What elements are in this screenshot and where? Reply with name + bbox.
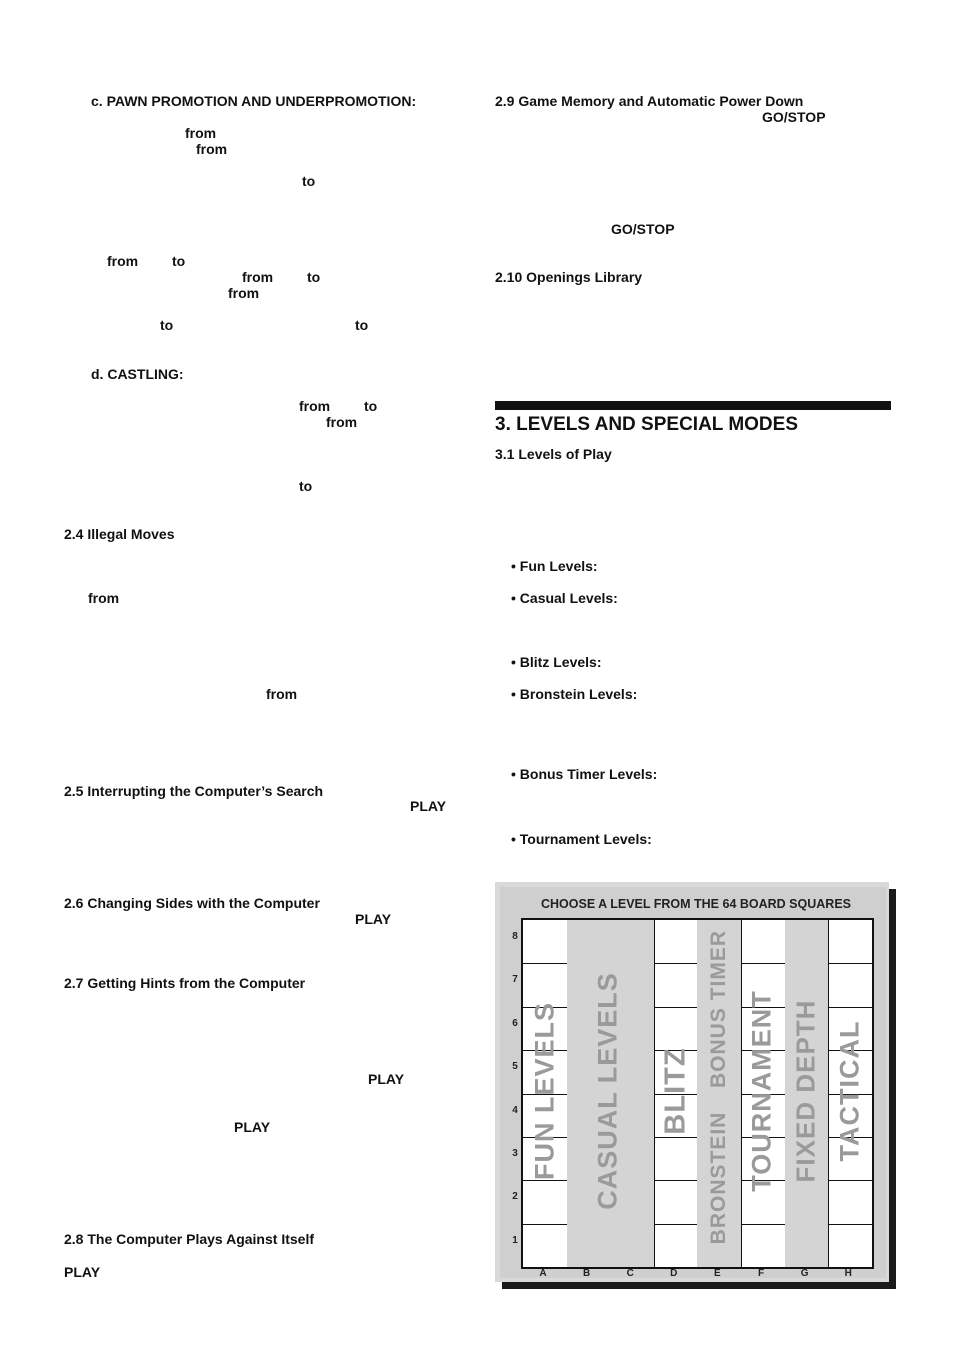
illegal-moves-from: from [266,686,298,702]
file-label: C [626,1268,634,1279]
file-label: F [757,1268,765,1279]
bullet-bronstein-levels: • Bronstein Levels: [511,686,638,702]
file-label: G [800,1268,809,1279]
rank-label: 1 [512,1234,518,1246]
pawn-promotion-from: from [242,269,274,285]
plays-itself-heading: 2.8 The Computer Plays Against Itself [64,1231,314,1247]
bullet-casual-levels: • Casual Levels: [511,590,618,606]
casual-levels-label: CASUAL LEVELS [592,972,623,1210]
castling-from: from [326,414,358,430]
board-square-g2 [785,1180,830,1224]
blitz-label: BLITZ [659,1047,692,1135]
interrupt-search-heading: 2.5 Interrupting the Computer’s Search [64,783,324,799]
level-chart-title: CHOOSE A LEVEL FROM THE 64 BOARD SQUARES [541,897,851,911]
board-square-d3 [654,1137,699,1181]
file-label: E [714,1268,721,1279]
levels-of-play-heading: 3.1 Levels of Play [495,446,612,462]
play-key-label: PLAY [368,1071,405,1087]
illegal-moves-from: from [88,590,120,606]
play-key-label: PLAY [64,1264,101,1280]
tactical-label: TACTICAL [834,1020,865,1162]
castling-heading: d. CASTLING: [91,366,184,382]
pawn-promotion-from: from [196,141,228,157]
rank-label: 6 [512,1017,518,1029]
game-memory-heading: 2.9 Game Memory and Automatic Power Down [495,93,804,109]
rank-label: 3 [512,1148,518,1159]
board-square-c8 [610,920,655,964]
bonus-timer-label: BONUS TIMER [707,930,730,1088]
gostop-key-label: GO/STOP [611,221,675,237]
board-square-f1 [741,1224,786,1268]
rank-label: 8 [512,931,518,942]
file-label: B [582,1268,591,1279]
pawn-promotion-to: to [307,269,321,285]
bullet-blitz-levels: • Blitz Levels: [511,654,602,670]
fun-levels-label: FUN LEVELS [529,1001,560,1181]
board-square-d8 [654,920,699,964]
board-square-b1 [567,1224,612,1268]
file-label: D [670,1268,678,1279]
board-square-g8 [785,920,830,964]
pawn-promotion-from: from [185,125,217,141]
board-square-d6 [654,1007,699,1051]
pawn-promotion-to: to [172,253,186,269]
file-label: H [844,1268,852,1279]
section-title: 3. LEVELS AND SPECIAL MODES [495,414,798,435]
pawn-promotion-heading: c. PAWN PROMOTION AND UNDERPROMOTION: [91,93,417,109]
openings-library-heading: 2.10 Openings Library [495,269,643,285]
pawn-promotion-to: to [160,317,174,333]
board-square-a2 [523,1180,568,1224]
board-square-f8 [741,920,786,964]
board-square-d7 [654,963,699,1007]
hints-heading: 2.7 Getting Hints from the Computer [64,975,306,991]
pawn-promotion-to: to [302,173,316,189]
board-square-d2 [654,1180,699,1224]
rank-label: 2 [512,1191,518,1203]
board-square-h7 [828,963,873,1007]
board-square-h8 [828,920,873,964]
board-square-a8 [523,920,568,964]
play-key-label: PLAY [410,798,447,814]
castling-to: to [364,398,378,414]
rank-label: 7 [512,974,518,986]
gostop-key-label: GO/STOP [762,109,826,125]
castling-to: to [299,478,313,494]
bullet-tournament-levels: • Tournament Levels: [511,831,652,847]
pawn-promotion-from: from [107,253,139,269]
rank-label: 5 [512,1061,518,1073]
changing-sides-heading: 2.6 Changing Sides with the Computer [64,895,320,911]
play-key-label: PLAY [234,1119,271,1135]
board-square-b8 [567,920,612,964]
board-square-a1 [523,1224,568,1268]
bullet-fun-levels: • Fun Levels: [511,558,598,574]
illegal-moves-heading: 2.4 Illegal Moves [64,526,175,542]
tournament-label: TOURNAMENT [746,990,777,1192]
section-divider [495,401,891,410]
play-key-label: PLAY [355,911,392,927]
castling-from: from [299,398,331,414]
pawn-promotion-to: to [355,317,369,333]
bronstein-label: BRONSTEIN [707,1111,730,1245]
rank-label: 4 [512,1104,518,1116]
board-square-h2 [828,1180,873,1224]
pawn-promotion-from: from [228,285,260,301]
bullet-bonus-timer-levels: • Bonus Timer Levels: [511,766,658,782]
board-square-d1 [654,1224,699,1268]
file-label: A [539,1268,547,1279]
board-square-g1 [785,1224,830,1268]
fixed-depth-label: FIXED DEPTH [790,999,821,1183]
board-square-h1 [828,1224,873,1268]
board-square-c1 [610,1224,655,1268]
